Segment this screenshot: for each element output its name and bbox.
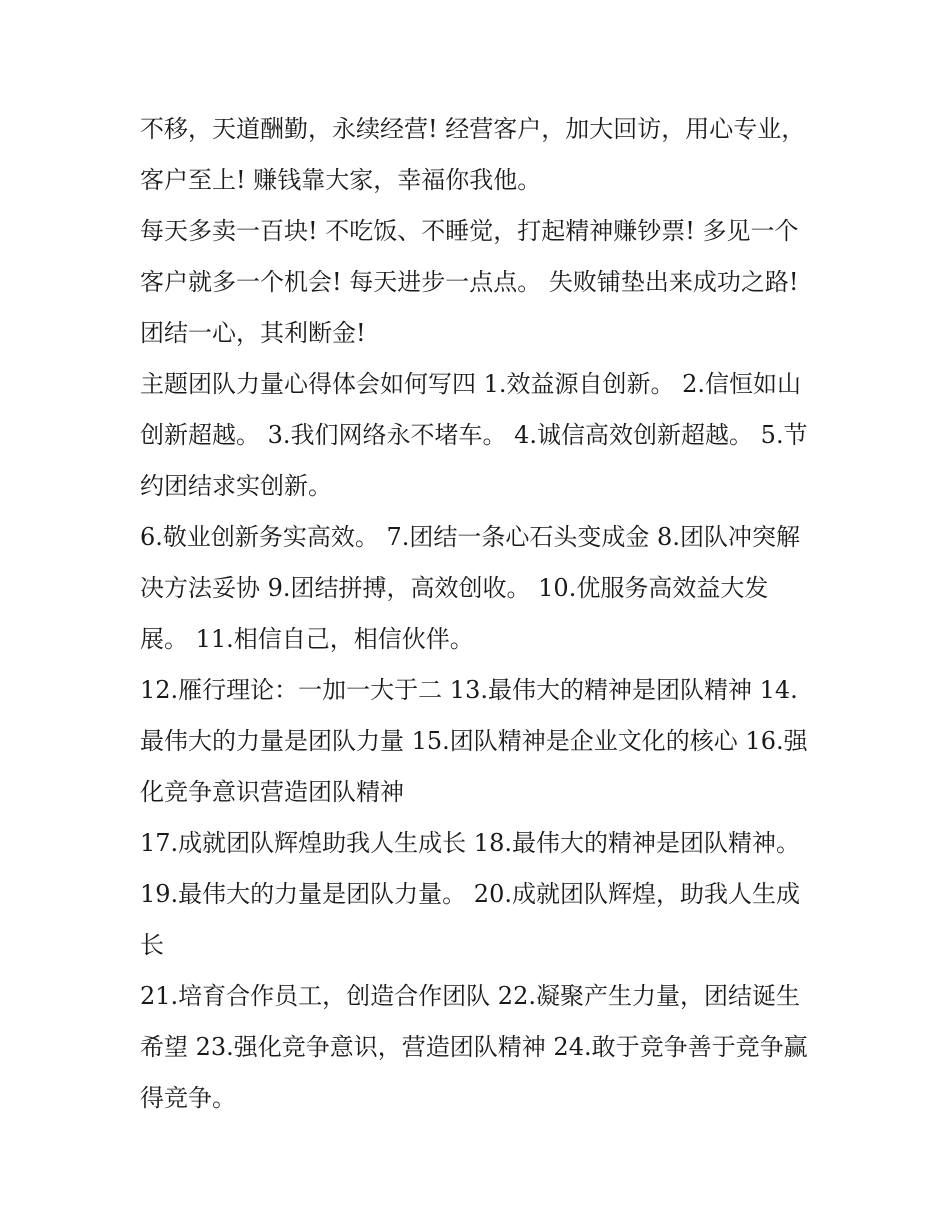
paragraph-5: 12.雁行理论：一加一大于二 13.最伟大的精神是团队精神 14.最伟大的力量是团队力量 15.团队精神是企业文化的核心 16.强化竞争意识营造团队精神 <box>140 676 808 806</box>
paragraph-6: 17.成就团队辉煌助我人生成长 18.最伟大的精神是团队精神。 19.最伟大的力量是团队力量。 20.成就团队辉煌，助我人生成长 <box>140 829 800 959</box>
paragraph-7: 21.培育合作员工，创造合作团队 22.凝聚产生力量，团结诞生希望 23.强化竞争意识，营造团队精神 24.敢于竞争善于竞争赢得竞争。 <box>140 982 808 1112</box>
paragraph-2: 每天多卖一百块! 不吃饭、不睡觉，打起精神赚钞票! 多见一个客户就多一个机会! 每天进步一点点。 失败铺垫出来成功之路! 团结一心，其利断金! <box>140 217 799 347</box>
document-body <box>140 104 812 1124</box>
paragraph-1: 不移，天道酬勤，永续经营! 经营客户，加大回访，用心专业，客户至上! 赚钱靠大家，幸福你我他。 <box>140 115 806 194</box>
paragraph-3: 主题团队力量心得体会如何写四 1.效益源自创新。 2.信恒如山创新超越。 3.我们网络永不堵车。 4.诚信高效创新超越。 5.节约团结求实创新。 <box>140 370 808 500</box>
paragraph-4: 6.敬业创新务实高效。 7.团结一条心石头变成金 8.团队冲突解决方法妥协 9.团结拼搏，高效创收。 10.优服务高效益大发展。 11.相信自己，相信伙伴。 <box>140 523 800 653</box>
